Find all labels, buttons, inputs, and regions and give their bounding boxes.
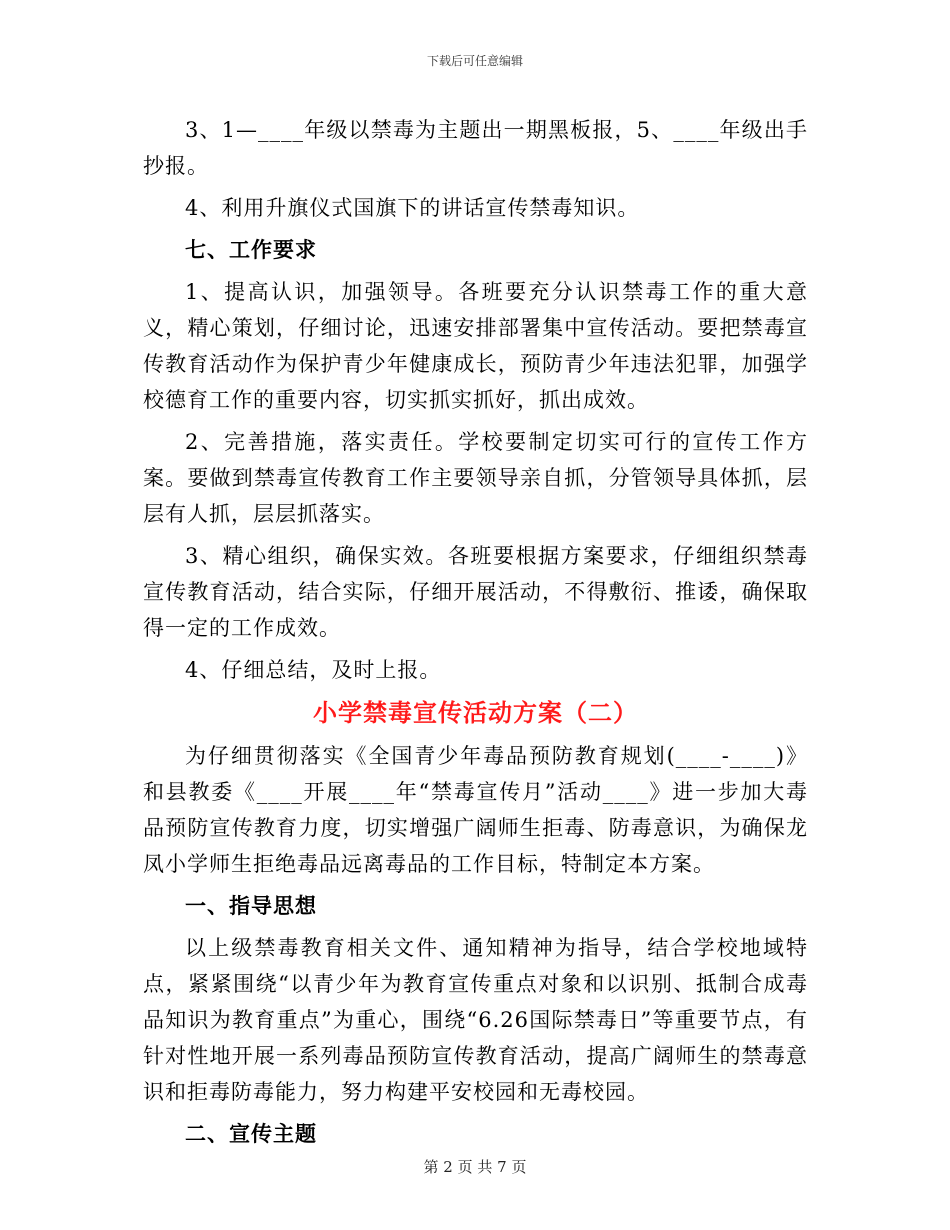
- heading-publicity-theme: 二、宣传主题: [185, 1121, 317, 1146]
- header-note: 下载后可任意编辑: [426, 54, 523, 68]
- paragraph-flag-speech: 4、利用升旗仪式国旗下的讲话宣传禁毒知识。: [185, 196, 640, 220]
- paragraph-requirement-1: 1、提高认识，加强领导。各班要充分认识禁毒工作的重大意义，精心策划，仔细讨论，迅速安排部署集中宣传活动。要把禁毒宣传教育活动作为保护青少年健康成长，预防青少年违法犯罪，加强学校德育工作的重要内容，切实抓实抓好，抓出成效。: [143, 280, 808, 412]
- paragraph-requirement-4: 4、仔细总结，及时上报。: [185, 658, 442, 682]
- document-title: 小学禁毒宣传活动方案（二）: [313, 698, 638, 727]
- heading-work-requirements: 七、工作要求: [185, 237, 317, 262]
- paragraph-guiding-thought: 以上级禁毒教育相关文件、通知精神为指导，结合学校地域特点，紧紧围绕“以青少年为教育宣传重点对象和以识别、抵制合成毒品知识为教育重点”为重心，围绕“6.26国际禁毒日”等重要节点，有针对性地开展一系列毒品预防宣传教育活动，提高广阔师生的禁毒意识和拒毒防毒能力，努力构建平安校园和无毒校园。: [143, 936, 808, 1104]
- paragraph-requirement-3: 3、精心组织，确保实效。各班要根据方案要求，仔细组织禁毒宣传教育活动，结合实际，仔细开展活动，不得敷衍、推诿，确保取得一定的工作成效。: [143, 544, 808, 640]
- page-number: 第 2 页 共 7 页: [423, 1158, 527, 1176]
- heading-guiding-thought: 一、指导思想: [185, 893, 317, 918]
- paragraph-requirement-2: 2、完善措施，落实责任。学校要制定切实可行的宣传工作方案。要做到禁毒宣传教育工作主要领导亲自抓，分管领导具体抓，层层有人抓，层层抓落实。: [143, 430, 808, 526]
- document-body: [143, 112, 808, 1158]
- paragraph-blackboard: 3、1—____年级以禁毒为主题出一期黑板报，5、____年级出手抄报。: [143, 118, 808, 178]
- paragraph-intro: 为仔细贯彻落实《全国青少年毒品预防教育规划(____-____)》和县教委《____开展____年“禁毒宣传月”活动____》进一步加大毒品预防宣传教育力度，切实增强广阔师生拒毒、防毒意识，为确保龙凤小学师生拒绝毒品远离毒品的工作目标，特制定本方案。: [143, 744, 808, 876]
